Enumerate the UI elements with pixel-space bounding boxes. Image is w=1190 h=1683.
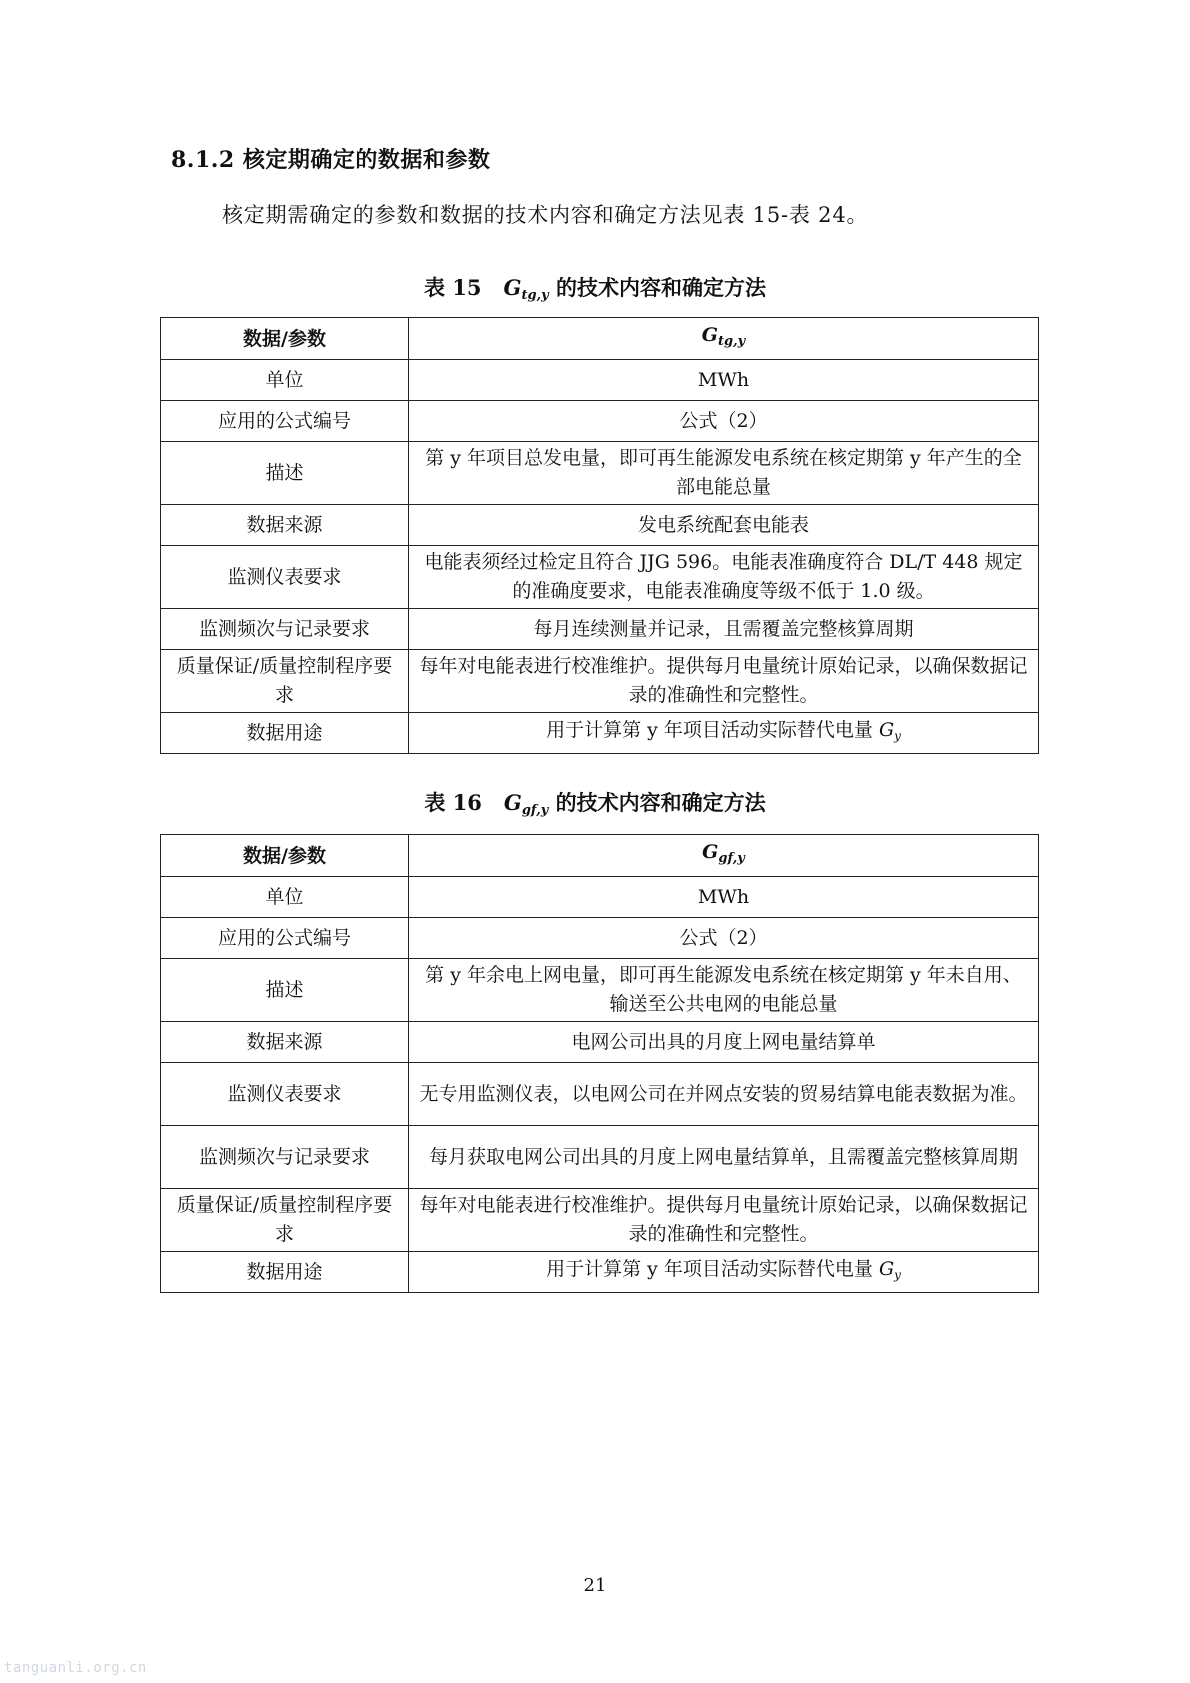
row-label: 质量保证/质量控制程序要求 [161, 650, 409, 713]
row-value: 公式（2） [409, 918, 1039, 959]
table-title-text: 的技术内容和确定方法 [555, 275, 766, 300]
table-row [161, 442, 1039, 505]
row-value: 发电系统配套电能表 [409, 505, 1039, 546]
header-label: 数据/参数 [161, 835, 409, 877]
row-label: 描述 [161, 442, 409, 505]
table-16-title [0, 787, 1190, 818]
table-row [161, 401, 1039, 442]
table-row [161, 1126, 1039, 1189]
table-row [161, 505, 1039, 546]
table-row [161, 546, 1039, 609]
row-value: 无专用监测仪表，以电网公司在并网点安装的贸易结算电能表数据为准。 [409, 1063, 1039, 1126]
table-header-row [161, 835, 1039, 877]
row-label: 单位 [161, 360, 409, 401]
table-title-text: 的技术内容和确定方法 [555, 790, 766, 815]
row-value: 每月连续测量并记录，且需覆盖完整核算周期 [409, 609, 1039, 650]
row-label: 监测频次与记录要求 [161, 609, 409, 650]
row-label: 单位 [161, 877, 409, 918]
table-row [161, 713, 1039, 754]
header-symbol: $G_{tg,y}$ [409, 318, 1039, 360]
row-label: 描述 [161, 959, 409, 1022]
section-heading: 8.1.2 核定期确定的数据和参数 [171, 147, 491, 173]
table-symbol: $G_{tg,y}$ [503, 275, 549, 303]
row-value: 每年对电能表进行校准维护。提供每月电量统计原始记录，以确保数据记录的准确性和完整性。 [409, 650, 1039, 713]
table-row [161, 1252, 1039, 1293]
table-row [161, 650, 1039, 713]
table-row [161, 609, 1039, 650]
watermark-text: tanguanli.org.cn [4, 1660, 147, 1676]
table-row [161, 360, 1039, 401]
table-row [161, 918, 1039, 959]
header-label: 数据/参数 [161, 318, 409, 360]
row-value: 每月获取电网公司出具的月度上网电量结算单，且需覆盖完整核算周期 [409, 1126, 1039, 1189]
table-15-title [0, 272, 1190, 303]
row-value: 公式（2） [409, 401, 1039, 442]
row-value: 电网公司出具的月度上网电量结算单 [409, 1022, 1039, 1063]
row-label: 数据来源 [161, 505, 409, 546]
row-label: 监测仪表要求 [161, 1063, 409, 1126]
row-value: 电能表须经过检定且符合 JJG 596。电能表准确度符合 DL/T 448 规定的准确度要求，电能表准确度等级不低于 1.0 级。 [409, 546, 1039, 609]
row-label: 质量保证/质量控制程序要求 [161, 1189, 409, 1252]
header-symbol: $G_{gf,y}$ [409, 835, 1039, 877]
row-value: MWh [409, 877, 1039, 918]
table-15 [160, 317, 1039, 754]
row-label: 数据来源 [161, 1022, 409, 1063]
page-number: 21 [583, 1575, 607, 1596]
row-label: 数据用途 [161, 1252, 409, 1293]
row-label: 监测频次与记录要求 [161, 1126, 409, 1189]
table-row [161, 877, 1039, 918]
row-value: 每年对电能表进行校准维护。提供每月电量统计原始记录，以确保数据记录的准确性和完整性。 [409, 1189, 1039, 1252]
row-value: 用于计算第 y 年项目活动实际替代电量 $G_y$ [409, 713, 1039, 754]
row-value: 第 y 年项目总发电量，即可再生能源发电系统在核定期第 y 年产生的全部电能总量 [409, 442, 1039, 505]
row-value: 用于计算第 y 年项目活动实际替代电量 $G_y$ [409, 1252, 1039, 1293]
table-number: 表 16 [424, 790, 482, 815]
table-row [161, 959, 1039, 1022]
intro-paragraph: 核定期需确定的参数和数据的技术内容和确定方法见表 15-表 24。 [222, 203, 869, 227]
table-number: 表 15 [424, 275, 482, 300]
row-label: 应用的公式编号 [161, 401, 409, 442]
table-symbol: $G_{gf,y}$ [503, 790, 549, 818]
row-label: 应用的公式编号 [161, 918, 409, 959]
table-row [161, 1063, 1039, 1126]
table-row [161, 1022, 1039, 1063]
row-value: 第 y 年余电上网电量，即可再生能源发电系统在核定期第 y 年未自用、输送至公共电网的电能总量 [409, 959, 1039, 1022]
row-label: 监测仪表要求 [161, 546, 409, 609]
table-header-row [161, 318, 1039, 360]
row-value: MWh [409, 360, 1039, 401]
table-row [161, 1189, 1039, 1252]
row-label: 数据用途 [161, 713, 409, 754]
table-16 [160, 834, 1039, 1293]
